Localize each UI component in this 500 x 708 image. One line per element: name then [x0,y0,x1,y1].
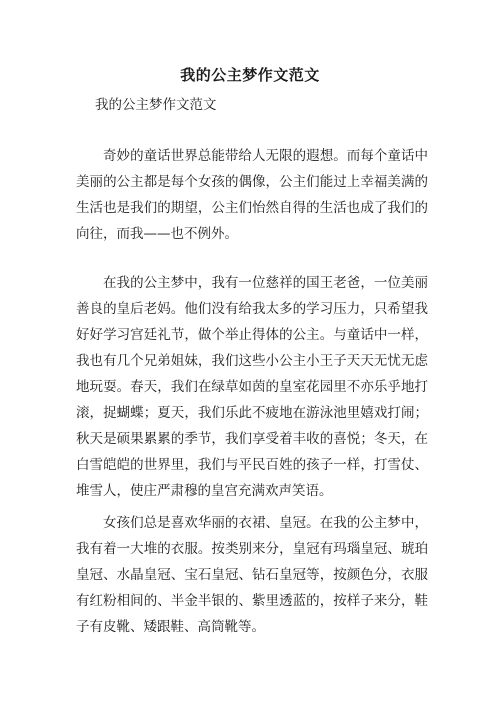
document-title: 我的公主梦作文范文 [180,66,320,84]
paragraph-2: 在我的公主梦中，我有一位慈祥的国王老爸，一位美丽善良的皇后老妈。他们没有给我太多的学习压力，只希望我好好学习宫廷礼节，做个举止得体的公主。与童话中一样，我也有几个兄弟姐妹，我们这些小公主小王子天天无忧无虑地玩耍。春天，我们在绿草如茵的皇室花园里不亦乐乎地打滚，捉蝴蝶；夏天，我们乐此不疲地在游泳池里嬉戏打闹；秋天是硕果累累的季节，我们享受着丰收的喜悦；冬天，在白雪皑皑的世界里，我们与平民百姓的孩子一样，打雪仗、堆雪人，使庄严肃穆的皇宫充满欢声笑语。 [76,275,428,499]
paragraph-3: 女孩们总是喜欢华丽的衣裙、皇冠。在我的公主梦中，我有着一大堆的衣服。按类别来分，皇冠有玛瑙皇冠、琥珀皇冠、水晶皇冠、宝石皇冠、钻石皇冠等，按颜色分，衣服有红粉相间的、半金半银的、紫里透蓝的，按样子来分，鞋子有皮靴、矮跟鞋、高筒靴等。 [76,515,428,635]
document-subtitle: 我的公主梦作文范文 [95,97,217,113]
paragraph-1: 奇妙的童话世界总能带给人无限的遐想。而每个童话中美丽的公主都是每个女孩的偶像，公主们能过上幸福美满的生活也是我们的期望，公主们怡然自得的生活也成了我们的向往，而我——也不例外。 [76,148,428,242]
